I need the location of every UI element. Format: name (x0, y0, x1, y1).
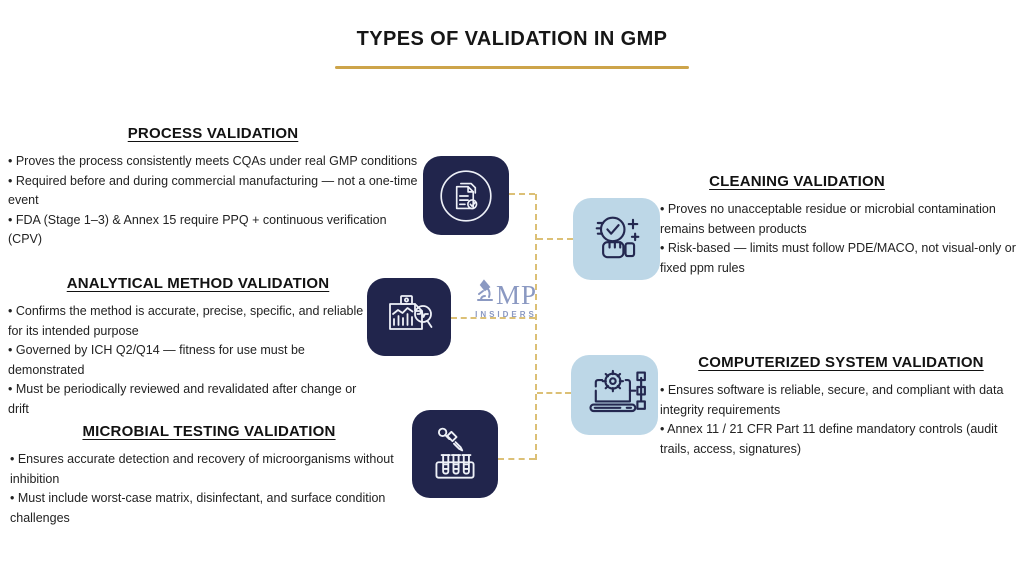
section-heading: CLEANING VALIDATION (709, 173, 885, 190)
bullet-item: • Proves the process consistently meets CQAs under real GMP conditions (8, 154, 418, 168)
bullet-item: • Proves no unacceptable residue or microbial contamination remains between products (660, 202, 996, 236)
bullet-item: • Governed by ICH Q2/Q14 — fitness for use must be demonstrated (8, 343, 305, 377)
brand-mp-text: MP (495, 280, 538, 310)
section-microbial-testing-validation (10, 422, 408, 528)
section-heading: PROCESS VALIDATION (127, 125, 299, 142)
bullet-item: • Must be periodically reviewed and revalidated after change or drift (8, 382, 357, 416)
section-process-validation (8, 124, 418, 250)
bullet-item: • Risk-based — limits must follow PDE/MACO, not visual-only or fixed ppm rules (660, 241, 1016, 275)
connector-process-line (509, 193, 535, 195)
laptop-gear-flowchart-icon (583, 363, 647, 427)
bullet-list (8, 302, 370, 419)
bullet-item: • Must include worst-case matrix, disinfectant, and surface condition challenges (10, 491, 386, 525)
section-cleaning-validation (660, 172, 1020, 278)
connector-computerized-line (537, 392, 571, 394)
computerized-system-validation-tile (571, 355, 658, 435)
clean-hand-sparkle-check-icon (585, 207, 649, 271)
cleaning-validation-tile (573, 198, 660, 280)
section-heading: ANALYTICAL METHOD VALIDATION (66, 275, 330, 292)
microscope-icon (475, 279, 495, 308)
process-validation-tile (423, 156, 509, 235)
section-heading: COMPUTERIZED SYSTEM VALIDATION (698, 354, 984, 371)
section-computerized-system-validation (660, 353, 1022, 459)
bullet-item: • Confirms the method is accurate, precise, specific, and reliable for its intended purpose (8, 304, 364, 338)
connector-microbial-line (498, 458, 535, 460)
brand-insiders-text: INSIDERS (475, 310, 537, 319)
dropper-test-tubes-icon (424, 421, 486, 487)
bullet-item: • Ensures accurate detection and recovery of microorganisms without inhibition (10, 452, 394, 486)
page-title: TYPES OF VALIDATION IN GMP (356, 28, 668, 50)
bullet-item: • FDA (Stage 1–3) & Annex 15 require PPQ + continuous verification (CPV) (8, 212, 387, 246)
connector-cleaning-line (537, 238, 573, 240)
bullet-item: • Annex 11 / 21 CFR Part 11 define mandatory controls (audit trails, access, signatures) (660, 422, 998, 456)
bullet-list (660, 200, 1020, 278)
bullet-list (8, 152, 418, 250)
document-approval-icon (435, 165, 497, 227)
bullet-list (660, 381, 1022, 459)
bullet-item: • Required before and during commercial manufacturing — not a one-time event (8, 173, 418, 207)
title-underline-rule (335, 66, 689, 69)
section-heading: MICROBIAL TESTING VALIDATION (82, 423, 336, 440)
bullet-list (10, 450, 408, 528)
analytical-method-validation-tile (367, 278, 451, 356)
section-analytical-method-validation (8, 274, 388, 419)
microbial-testing-validation-tile (412, 410, 498, 498)
chart-report-magnifier-icon (379, 287, 439, 347)
connector-vertical-line (535, 194, 537, 460)
bullet-item: • Ensures software is reliable, secure, and compliant with data integrity requirements (660, 383, 1004, 417)
brand-logo (464, 279, 548, 319)
